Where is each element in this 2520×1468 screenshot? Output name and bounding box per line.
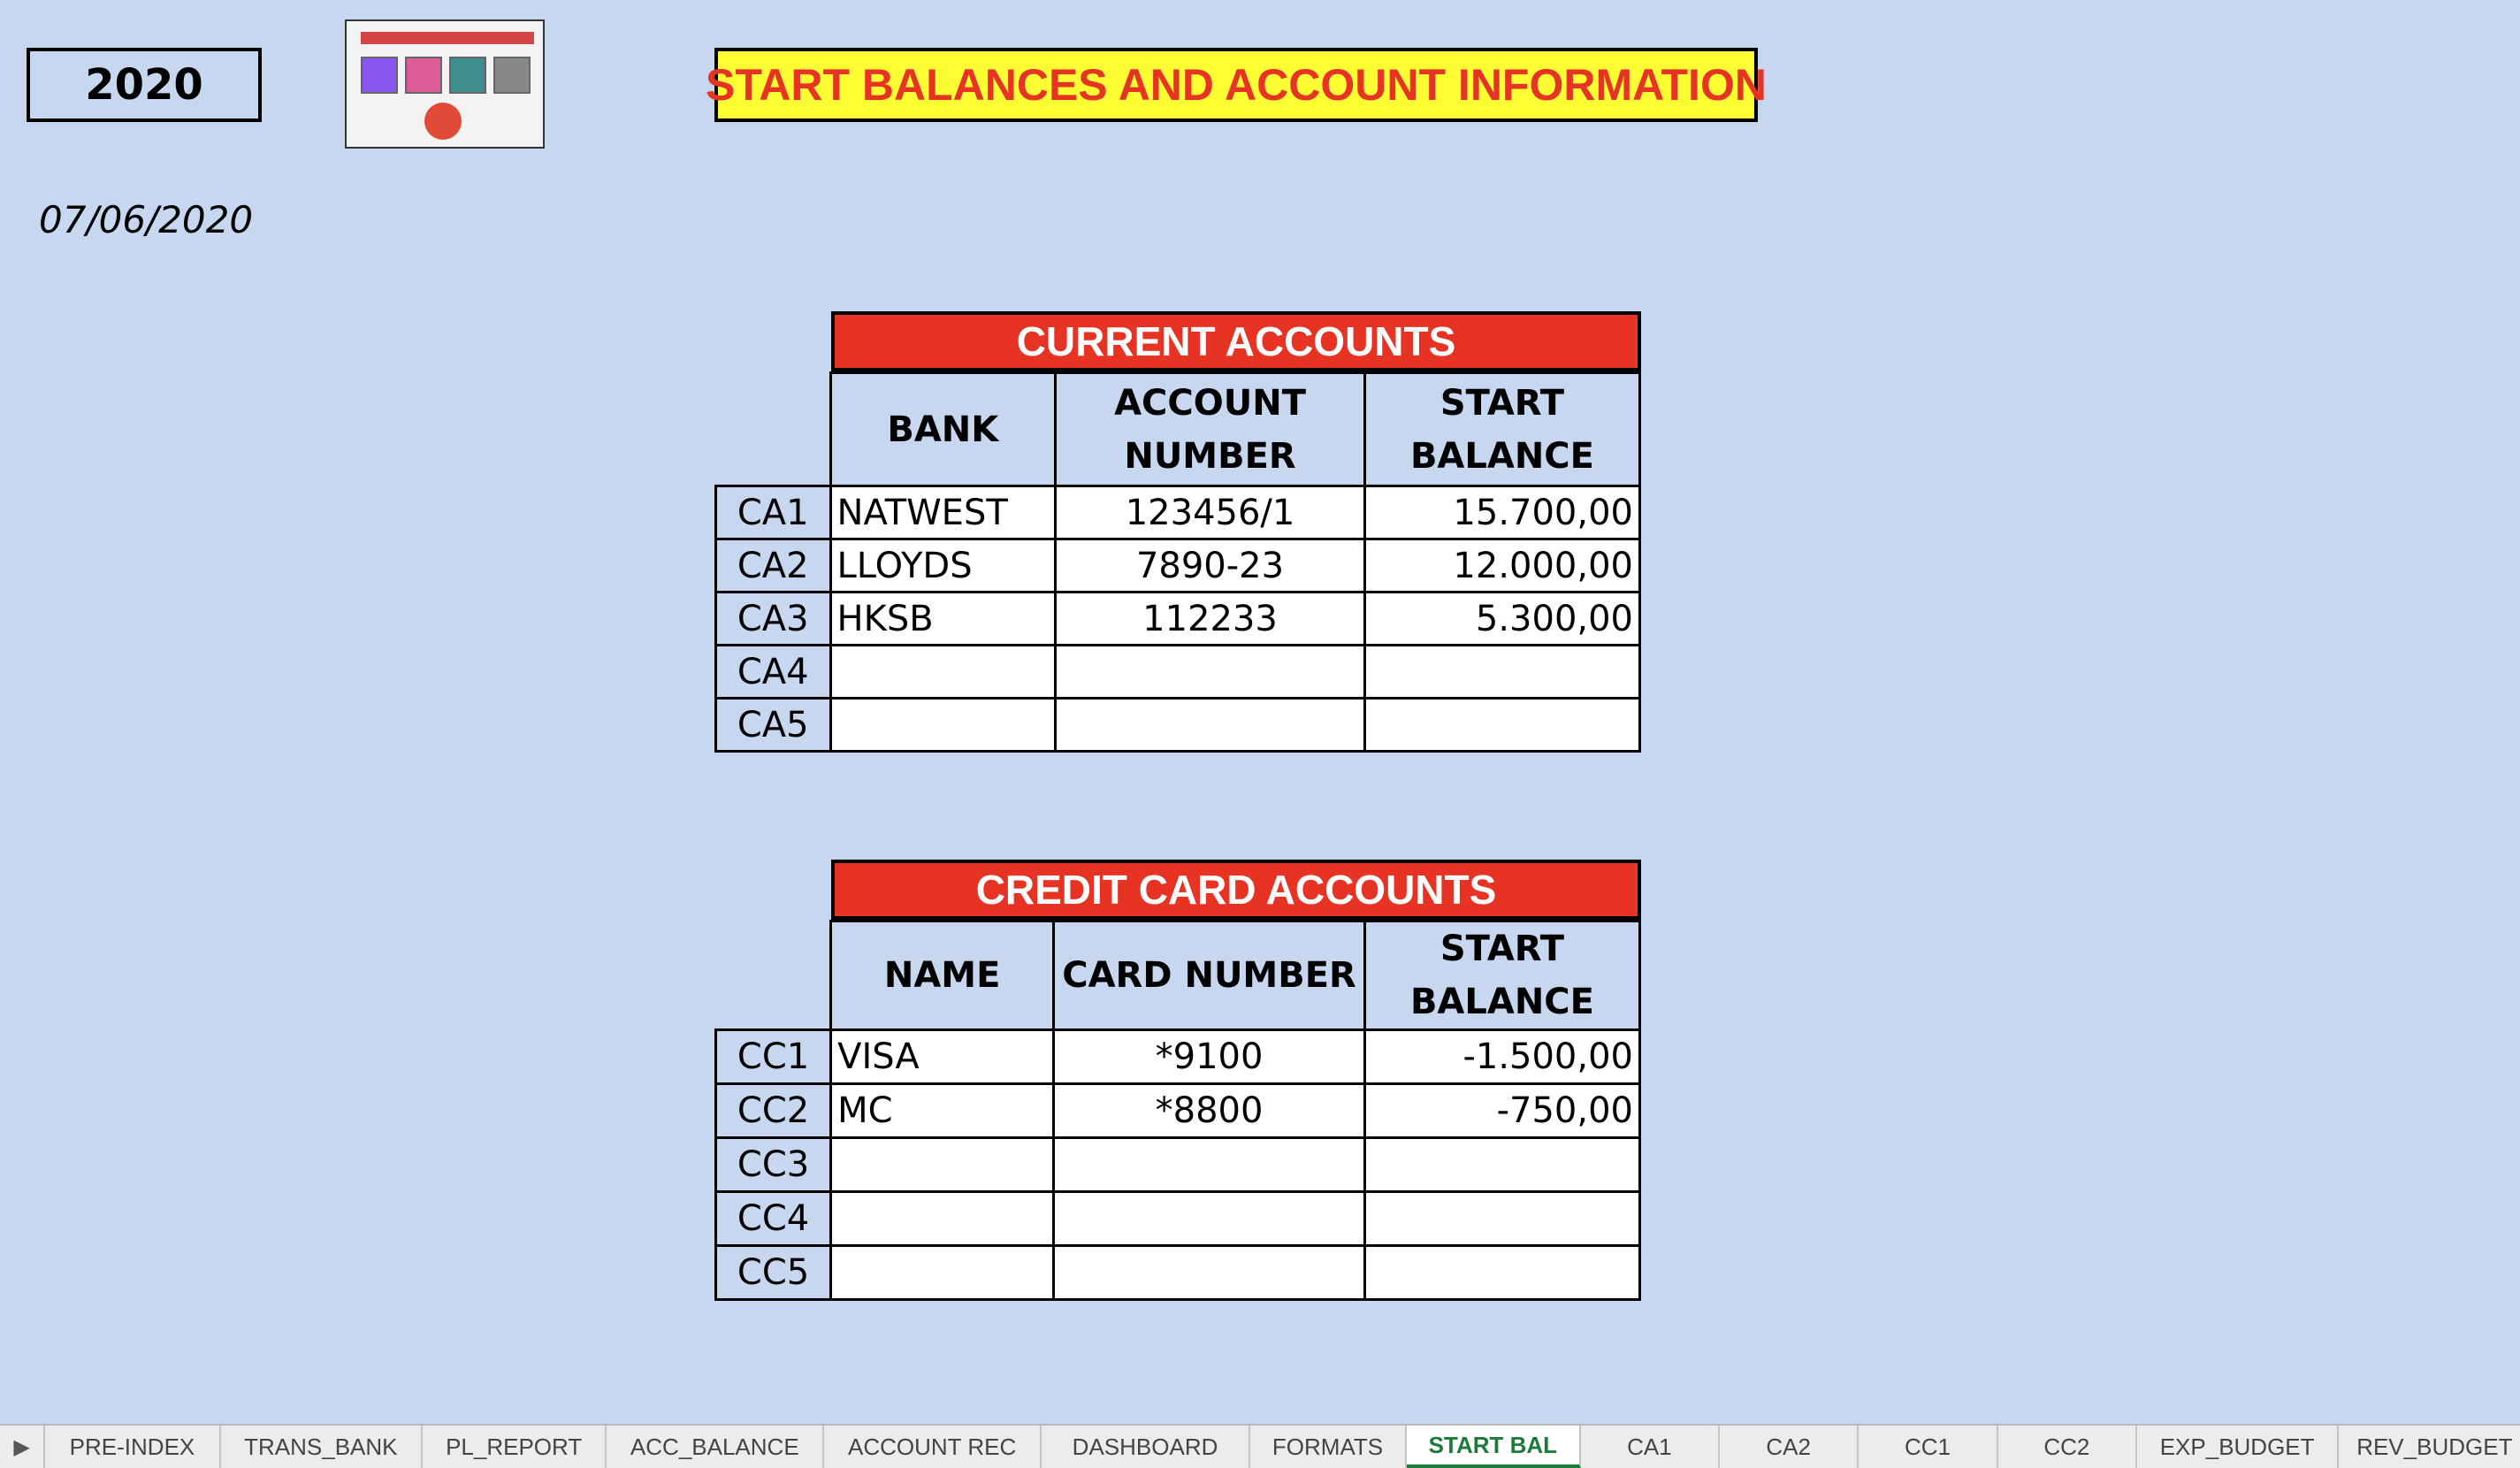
tab-dashboard[interactable]: DASHBOARD (1042, 1426, 1250, 1468)
tab-exp-budget[interactable]: EXP_BUDGET (2137, 1426, 2339, 1468)
tab-cc2[interactable]: CC2 (1998, 1426, 2137, 1468)
table-row (716, 1138, 1640, 1192)
account-number-cell[interactable]: 7890-23 (1056, 539, 1365, 593)
table-row (716, 646, 1640, 699)
table-row (716, 539, 1640, 593)
bank-cell[interactable]: LLOYDS (830, 539, 1056, 593)
table-row (716, 593, 1640, 646)
card-number-cell[interactable] (1054, 1192, 1365, 1246)
dashboard-logo-icon[interactable] (345, 19, 545, 149)
tab-pl-report[interactable]: PL_REPORT (423, 1426, 607, 1468)
card-number-cell[interactable] (1054, 1246, 1365, 1300)
tab-ca1[interactable]: CA1 (1581, 1426, 1720, 1468)
bank-cell[interactable]: NATWEST (830, 486, 1056, 539)
start-balance-cell[interactable] (1364, 646, 1639, 699)
tab-ca2[interactable]: CA2 (1720, 1426, 1859, 1468)
account-number-cell[interactable]: 112233 (1056, 593, 1365, 646)
table-row (716, 699, 1640, 752)
column-header-bank[interactable]: BANK (830, 373, 1056, 486)
tab-pre-index[interactable]: PRE-INDEX (45, 1426, 221, 1468)
column-header-name[interactable]: NAME (831, 921, 1054, 1030)
account-number-cell[interactable] (1056, 699, 1365, 752)
card-number-cell[interactable] (1054, 1138, 1365, 1192)
start-balance-cell[interactable]: 15.700,00 (1364, 486, 1639, 539)
start-balance-cell[interactable] (1364, 1192, 1639, 1246)
table-row (716, 1192, 1640, 1246)
table-corner (716, 373, 831, 486)
card-number-cell[interactable]: *9100 (1054, 1030, 1365, 1084)
tab-start-bal[interactable]: START BAL (1407, 1426, 1581, 1468)
current-accounts-title: CURRENT ACCOUNTS (831, 311, 1641, 371)
row-label[interactable]: CC5 (716, 1246, 831, 1300)
card-name-cell[interactable] (831, 1246, 1054, 1300)
row-label[interactable]: CA1 (716, 486, 831, 539)
row-label[interactable]: CC3 (716, 1138, 831, 1192)
start-balance-cell[interactable] (1364, 1246, 1639, 1300)
row-label[interactable]: CC2 (716, 1084, 831, 1138)
page-title: START BALANCES AND ACCOUNT INFORMATION (714, 48, 1758, 122)
row-label[interactable]: CA5 (716, 699, 831, 752)
card-name-cell[interactable]: VISA (831, 1030, 1054, 1084)
tab-formats[interactable]: FORMATS (1250, 1426, 1407, 1468)
date-label: 07/06/2020 (39, 198, 254, 241)
sheet-tab-bar (0, 1424, 2520, 1468)
table-corner (716, 921, 831, 1030)
bank-cell[interactable] (830, 646, 1056, 699)
current-accounts-table (714, 371, 1641, 753)
tab-acc-balance[interactable]: ACC_BALANCE (607, 1426, 824, 1468)
card-name-cell[interactable] (831, 1192, 1054, 1246)
year-label: 2020 (85, 60, 203, 110)
table-row (716, 1030, 1640, 1084)
account-number-cell[interactable]: 123456/1 (1056, 486, 1365, 539)
credit-card-accounts-title: CREDIT CARD ACCOUNTS (831, 860, 1641, 920)
tab-rev-budget[interactable]: REV_BUDGET (2356, 1433, 2513, 1460)
account-number-cell[interactable] (1056, 646, 1365, 699)
year-box[interactable] (27, 48, 262, 122)
column-header-card-number[interactable]: CARD NUMBER (1054, 921, 1365, 1030)
card-number-cell[interactable]: *8800 (1054, 1084, 1365, 1138)
column-header-account-number[interactable]: ACCOUNT NUMBER (1056, 373, 1365, 486)
start-balance-cell[interactable]: 12.000,00 (1364, 539, 1639, 593)
row-label[interactable]: CA4 (716, 646, 831, 699)
start-balance-cell[interactable] (1364, 699, 1639, 752)
card-name-cell[interactable] (831, 1138, 1054, 1192)
row-label[interactable]: CC4 (716, 1192, 831, 1246)
card-name-cell[interactable]: MC (831, 1084, 1054, 1138)
credit-card-accounts-table (714, 920, 1641, 1301)
play-right-icon[interactable]: ▶ (0, 1426, 45, 1468)
row-label[interactable]: CA2 (716, 539, 831, 593)
bank-cell[interactable] (830, 699, 1056, 752)
row-label[interactable]: CA3 (716, 593, 831, 646)
start-balance-cell[interactable]: 5.300,00 (1364, 593, 1639, 646)
column-header-start-balance[interactable]: START BALANCE (1364, 921, 1639, 1030)
tab-account-rec[interactable]: ACCOUNT REC (824, 1426, 1042, 1468)
column-header-start-balance[interactable]: START BALANCE (1364, 373, 1639, 486)
table-row (716, 486, 1640, 539)
bank-cell[interactable]: HKSB (830, 593, 1056, 646)
table-row (716, 1084, 1640, 1138)
tab-trans-bank[interactable]: TRANS_BANK (221, 1426, 423, 1468)
start-balance-cell[interactable] (1364, 1138, 1639, 1192)
row-label[interactable]: CC1 (716, 1030, 831, 1084)
tab-cc1[interactable]: CC1 (1859, 1426, 1997, 1468)
start-balance-cell[interactable]: -1.500,00 (1364, 1030, 1639, 1084)
table-row (716, 1246, 1640, 1300)
start-balance-cell[interactable]: -750,00 (1364, 1084, 1639, 1138)
